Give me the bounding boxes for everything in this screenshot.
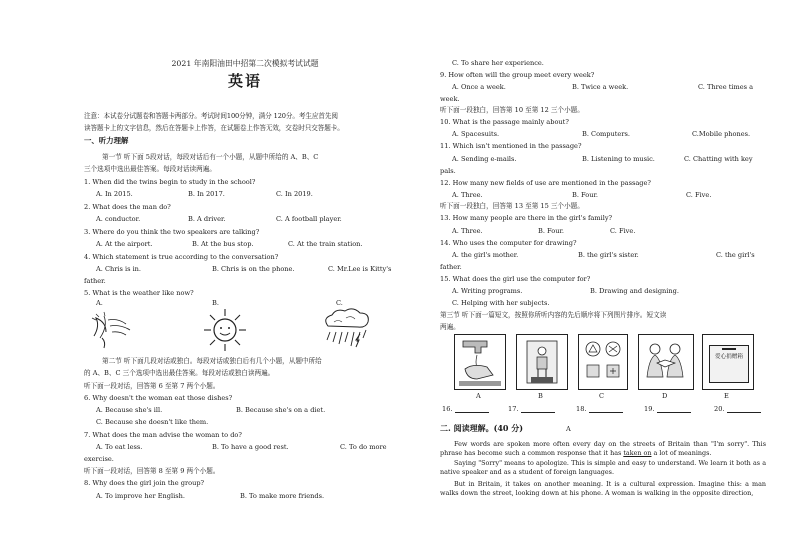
donation-box-shape [709,345,749,383]
picture-d-people-reading [638,334,694,390]
q1-stem: 1. When did the twins begin to study in the school? [84,178,256,186]
section1-heading: 一、听力理解 [84,136,129,145]
p1-underlined-phrase: taken on [623,448,652,457]
part1-instr-1: 第一节 听下面 5段对话，每段对话后有一个小题，从题中所给的 A、B、C [102,153,319,161]
q7-option-c-cont: exercise. [84,455,114,463]
p1-text-b: a lot of meanings. [651,448,712,457]
q4-option-a: A. Chris is in. [96,265,142,273]
listen-instr-6-7: 听下面一段对话，回答第 6 至第 7 两个小题。 [84,382,220,390]
q1-option-a: A. In 2015. [96,190,133,198]
q4-stem: 4. Which statement is true according to the conversation? [84,253,279,261]
q14-option-a: A. the girl's mother. [452,251,519,259]
passage-paragraph-1 [440,440,766,457]
q3-option-b: B. At the bus stop. [192,240,254,248]
q15-option-a: A. Writing programs. [452,287,523,295]
q5-stem: 5. What is the weather like now? [84,289,194,297]
q9-option-b: B. Twice a week. [572,83,629,91]
q5-option-c: C. [336,299,343,307]
q7-option-c: C. To do more [340,443,387,451]
q8-stem: 8. Why does the girl join the group? [84,479,205,487]
q8-option-c: C. To share her experience. [452,59,544,67]
part1-instr-2: 三个选项中选出最佳答案。每段对话读两遍。 [84,165,216,173]
q9-stem: 9. How often will the group meet every week? [440,71,595,79]
answer-blank-20[interactable] [714,405,761,413]
q15-option-b: B. Drawing and designing. [590,287,679,295]
q8-option-b: B. To make more friends. [240,492,325,500]
q11-option-c-cont: pals. [440,167,456,175]
q2-option-c: C. A football player. [276,215,342,223]
sunny-weather-icon [202,307,248,353]
q10-stem: 10. What is the passage mainly about? [440,118,569,126]
q11-option-a: A. Sending e-mails. [452,155,517,163]
q4-option-c: C. Mr.Lee is Kitty's [328,265,392,273]
q4-option-c-cont: father. [84,277,106,285]
q1-option-b: B. In 2017. [188,190,225,198]
blank-number-16: 16. [442,405,453,413]
q2-stem: 2. What does the man do? [84,203,171,211]
q3-option-c: C. At the train station. [288,240,363,248]
blank-number-20: 20. [714,405,725,413]
part3-instr-2: 两遍。 [440,323,460,331]
listen-instr-13-15: 听下面一段独白，回答第 13 至第 15 三个小题。 [440,202,584,210]
donation-box-label: 爱心捐赠箱 [715,354,743,360]
q13-option-c: C. Five. [610,227,636,235]
q9-option-c-cont: week. [440,95,460,103]
q13-option-a: A. Three. [452,227,483,235]
q3-stem: 3. Where do you think the two speakers are talking? [84,228,260,236]
blank-line [657,406,691,413]
answer-blank-19[interactable] [644,405,691,413]
q5-option-b: B. [212,299,219,307]
q13-stem: 13. How many people are there in the girl's family? [440,214,613,222]
q15-stem: 15. What does the girl use the computer for? [440,275,591,283]
windy-weather-icon [88,308,136,350]
q12-stem: 12. How many new fields of use are mentioned in the passage? [440,179,651,187]
q4-option-b: B. Chris is on the phone. [212,265,295,273]
blank-line [589,406,623,413]
picture-label-e: E [724,392,729,400]
blank-line [727,406,761,413]
q10-option-c: C.Mobile phones. [692,130,751,138]
blank-line [455,406,489,413]
q8-option-a: A. To improve her English. [96,492,185,500]
q2-option-a: A. conductor. [96,215,141,223]
picture-e-donation-box [702,334,754,390]
picture-label-b: B [538,392,543,400]
blank-number-18: 18. [576,405,587,413]
q10-option-b: B. Computers. [582,130,630,138]
p1-text-a: Few words are spoken more often every day on the streets of Britain than "I'm sorry". This phrase has become such a common response that it has [440,440,766,457]
donation-slot [722,348,736,350]
passage-paragraph-3: But in Britain, it takes on another meaning. It is a cultural expression. Imagine this: a man walks down the street, looking down at his phone. A woman is walking in the opposite direction, [440,480,766,497]
blank-line [521,406,555,413]
q11-stem: 11. Which isn't mentioned in the passage? [440,142,582,150]
passage-paragraph-2: Saying "Sorry" means to apologize. This is simple and easy to understand. We learn it both as a native speaker and as a student of foreign languages. [440,459,766,476]
q11-option-c: C. Chatting with key [684,155,753,163]
part2-instr-1: 第二节 听下面几段对话或独白。每段对话或独白后有几个小题，从题中所给 [102,357,322,365]
listen-instr-8-9: 听下面一段对话，回答第 8 至第 9 两个小题。 [84,467,220,475]
q6-option-a: A. Because she's ill. [96,406,163,414]
picture-b-person-at-door [516,334,568,390]
q13-option-b: B. Four. [538,227,564,235]
q2-option-b: B. A driver. [188,215,226,223]
q14-option-c: C. the girl's [716,251,755,259]
q9-option-c: C. Three times a [698,83,754,91]
q14-stem: 14. Who uses the computer for drawing? [440,239,577,247]
q7-option-b: B. To have a good rest. [212,443,289,451]
q9-option-a: A. Once a week. [452,83,506,91]
q7-option-a: A. To eat less. [96,443,143,451]
q6-option-c: C. Because she doesn't like them. [96,418,209,426]
rainy-weather-icon [320,308,374,352]
subject-title: 英语 [227,72,262,90]
q6-stem: 6. Why doesn't the woman eat those dishes? [84,394,233,402]
exam-title: 2021 年南阳油田中招第二次模拟考试试题 [171,59,319,68]
picture-label-a: A [476,392,481,400]
picture-label-d: D [662,392,668,400]
q5-option-a: A. [96,299,103,307]
picture-a-washing-hands [454,334,506,390]
note-line-1: 注意：本试卷分试题卷和答题卡两部分。考试时间100分钟，满分 120分。考生应首先阅 [84,112,338,120]
q12-option-c: C. Five. [686,191,712,199]
passage-label-a: A [566,425,571,433]
part3-instr-1: 第三节 听下面一篇短文，按照你所听内容的先后顺序将下列图片排序。短文读 [440,311,667,319]
q6-option-b: B. Because she's on a diet. [236,406,326,414]
picture-c-recycle-signs [578,334,628,390]
blank-number-19: 19. [644,405,655,413]
listen-instr-10-12: 听下面一段独白，回答第 10 至第 12 三个小题。 [440,106,584,114]
picture-label-c: C [599,392,605,400]
q15-option-c: C. Helping with her subjects. [452,299,550,307]
part2-instr-2: 的 A、B、C 三个选项中选出最佳答案。每段对话或独白读两遍。 [84,369,275,377]
q12-option-a: A. Three. [452,191,483,199]
q12-option-b: B. Four. [572,191,598,199]
q14-option-c-cont: father. [440,263,462,271]
q14-option-b: B. the girl's sister. [578,251,639,259]
q7-stem: 7. What does the man advise the woman to do? [84,431,242,439]
answer-blank-18[interactable] [576,405,623,413]
answer-blank-17[interactable] [508,405,555,413]
q10-option-a: A. Spacesuits. [452,130,500,138]
answer-blank-16[interactable] [442,405,489,413]
q3-option-a: A. At the airport. [96,240,153,248]
q1-option-c: C. In 2019. [276,190,313,198]
q11-option-b: B. Listening to music. [582,155,655,163]
note-line-2: 读答题卡上的文字信息，然后在答题卡上作答，在试题卷上作答无效，交卷时只交答题卡。 [84,124,344,132]
blank-number-17: 17. [508,405,519,413]
section2-heading: 二. 阅读理解。(40 分) [440,423,524,433]
